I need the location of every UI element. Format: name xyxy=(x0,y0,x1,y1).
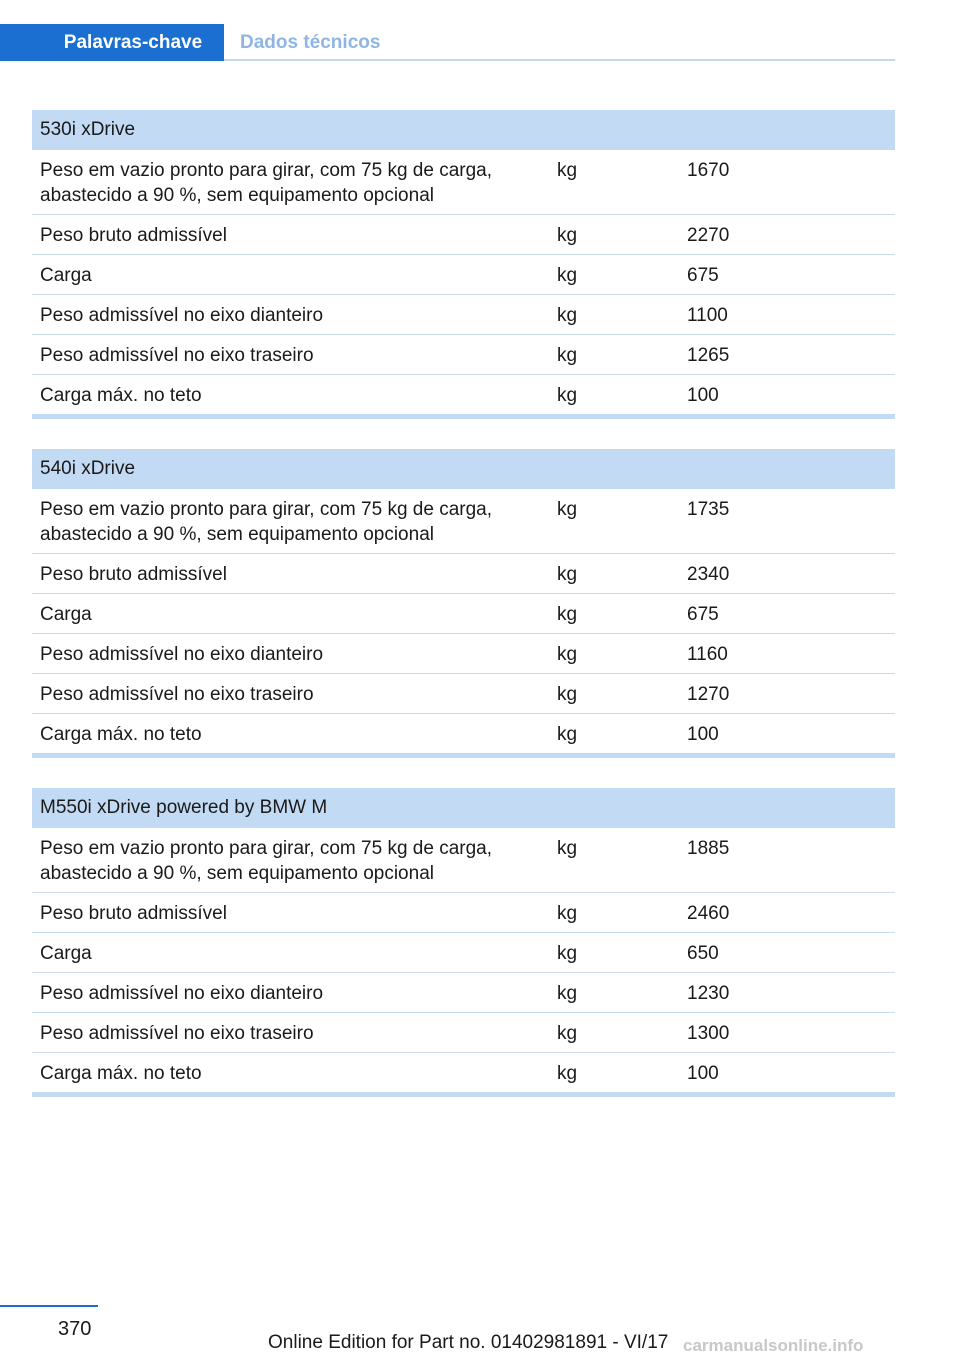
row-unit: kg xyxy=(557,983,578,1004)
row-value: 1300 xyxy=(687,1023,730,1044)
row-value: 1265 xyxy=(687,345,730,366)
row-unit: kg xyxy=(557,225,578,246)
row-description-line: abastecido a 90 %, sem equipamento opcional xyxy=(40,863,434,884)
table-row xyxy=(32,150,895,215)
row-description: Peso bruto admissível xyxy=(40,225,227,246)
row-value: 1735 xyxy=(687,499,730,520)
row-description: Peso bruto admissível xyxy=(40,903,227,924)
row-unit: kg xyxy=(557,644,578,665)
row-value: 1885 xyxy=(687,838,730,859)
row-unit: kg xyxy=(557,499,578,520)
row-value: 675 xyxy=(687,265,719,286)
row-unit: kg xyxy=(557,1063,578,1084)
row-description: Carga xyxy=(40,943,92,964)
row-description xyxy=(40,497,540,547)
row-unit: kg xyxy=(557,838,578,859)
row-value: 1270 xyxy=(687,684,730,705)
row-description: Carga xyxy=(40,265,92,286)
row-unit: kg xyxy=(557,903,578,924)
row-description: Peso admissível no eixo dianteiro xyxy=(40,644,324,665)
row-description: Peso admissível no eixo traseiro xyxy=(40,345,314,366)
table-row xyxy=(32,893,895,933)
table-row xyxy=(32,489,895,554)
model-header: M550i xDrive powered by BMW M xyxy=(32,788,895,828)
row-description xyxy=(40,836,540,886)
table-row xyxy=(32,1053,895,1097)
table-row xyxy=(32,295,895,335)
table-row xyxy=(32,973,895,1013)
row-description-line: abastecido a 90 %, sem equipamento opcional xyxy=(40,185,434,206)
table-row xyxy=(32,714,895,758)
page-header xyxy=(0,24,895,62)
table-row xyxy=(32,215,895,255)
row-value: 100 xyxy=(687,1063,719,1084)
table-row xyxy=(32,554,895,594)
spec-table-530i xyxy=(32,110,895,419)
table-row xyxy=(32,335,895,375)
tab-palavras-chave[interactable]: Palavras-chave xyxy=(0,24,224,61)
table-row xyxy=(32,1013,895,1053)
row-unit: kg xyxy=(557,160,578,181)
model-header: 530i xDrive xyxy=(32,110,895,150)
table-row xyxy=(32,674,895,714)
row-value: 1100 xyxy=(687,305,728,326)
row-description: Peso admissível no eixo dianteiro xyxy=(40,305,324,326)
row-value: 100 xyxy=(687,724,719,745)
tab-dados-tecnicos[interactable]: Dados técnicos xyxy=(240,32,381,53)
row-value: 1230 xyxy=(687,983,730,1004)
table-row xyxy=(32,933,895,973)
row-description: Peso bruto admissível xyxy=(40,564,227,585)
model-header: 540i xDrive xyxy=(32,449,895,489)
row-value: 2340 xyxy=(687,564,730,585)
row-value: 100 xyxy=(687,385,719,406)
row-unit: kg xyxy=(557,724,578,745)
row-unit: kg xyxy=(557,604,578,625)
row-value: 650 xyxy=(687,943,719,964)
row-description: Peso admissível no eixo dianteiro xyxy=(40,983,324,1004)
row-unit: kg xyxy=(557,305,578,326)
table-row xyxy=(32,375,895,419)
row-value: 2460 xyxy=(687,903,730,924)
row-description: Carga máx. no teto xyxy=(40,1063,202,1084)
table-row xyxy=(32,828,895,893)
row-description: Carga máx. no teto xyxy=(40,385,202,406)
row-unit: kg xyxy=(557,265,578,286)
row-unit: kg xyxy=(557,943,578,964)
row-description-line: abastecido a 90 %, sem equipamento opcional xyxy=(40,524,434,545)
row-unit: kg xyxy=(557,684,578,705)
table-row xyxy=(32,255,895,295)
page-number: 370 xyxy=(58,1318,92,1340)
row-value: 2270 xyxy=(687,225,730,246)
spec-table-m550i xyxy=(32,788,895,1097)
row-unit: kg xyxy=(557,385,578,406)
spec-table-540i xyxy=(32,449,895,758)
edition-note: Online Edition for Part no. 01402981891 - VI/17 xyxy=(268,1332,669,1353)
row-unit: kg xyxy=(557,1023,578,1044)
row-description: Carga máx. no teto xyxy=(40,724,202,745)
row-description: Carga xyxy=(40,604,92,625)
row-description-line: Peso em vazio pronto para girar, com 75 kg de carga, xyxy=(40,838,493,859)
table-row xyxy=(32,634,895,674)
row-unit: kg xyxy=(557,345,578,366)
row-unit: kg xyxy=(557,564,578,585)
table-row xyxy=(32,594,895,634)
row-description: Peso admissível no eixo traseiro xyxy=(40,1023,314,1044)
row-description-line: Peso em vazio pronto para girar, com 75 kg de carga, xyxy=(40,499,493,520)
row-value: 1670 xyxy=(687,160,730,181)
row-description-line: Peso em vazio pronto para girar, com 75 kg de carga, xyxy=(40,160,493,181)
row-description xyxy=(40,158,540,208)
footer-divider xyxy=(0,1305,98,1307)
watermark: carmanualsonline.info xyxy=(683,1336,864,1355)
row-value: 675 xyxy=(687,604,719,625)
row-description: Peso admissível no eixo traseiro xyxy=(40,684,314,705)
row-value: 1160 xyxy=(687,644,728,665)
